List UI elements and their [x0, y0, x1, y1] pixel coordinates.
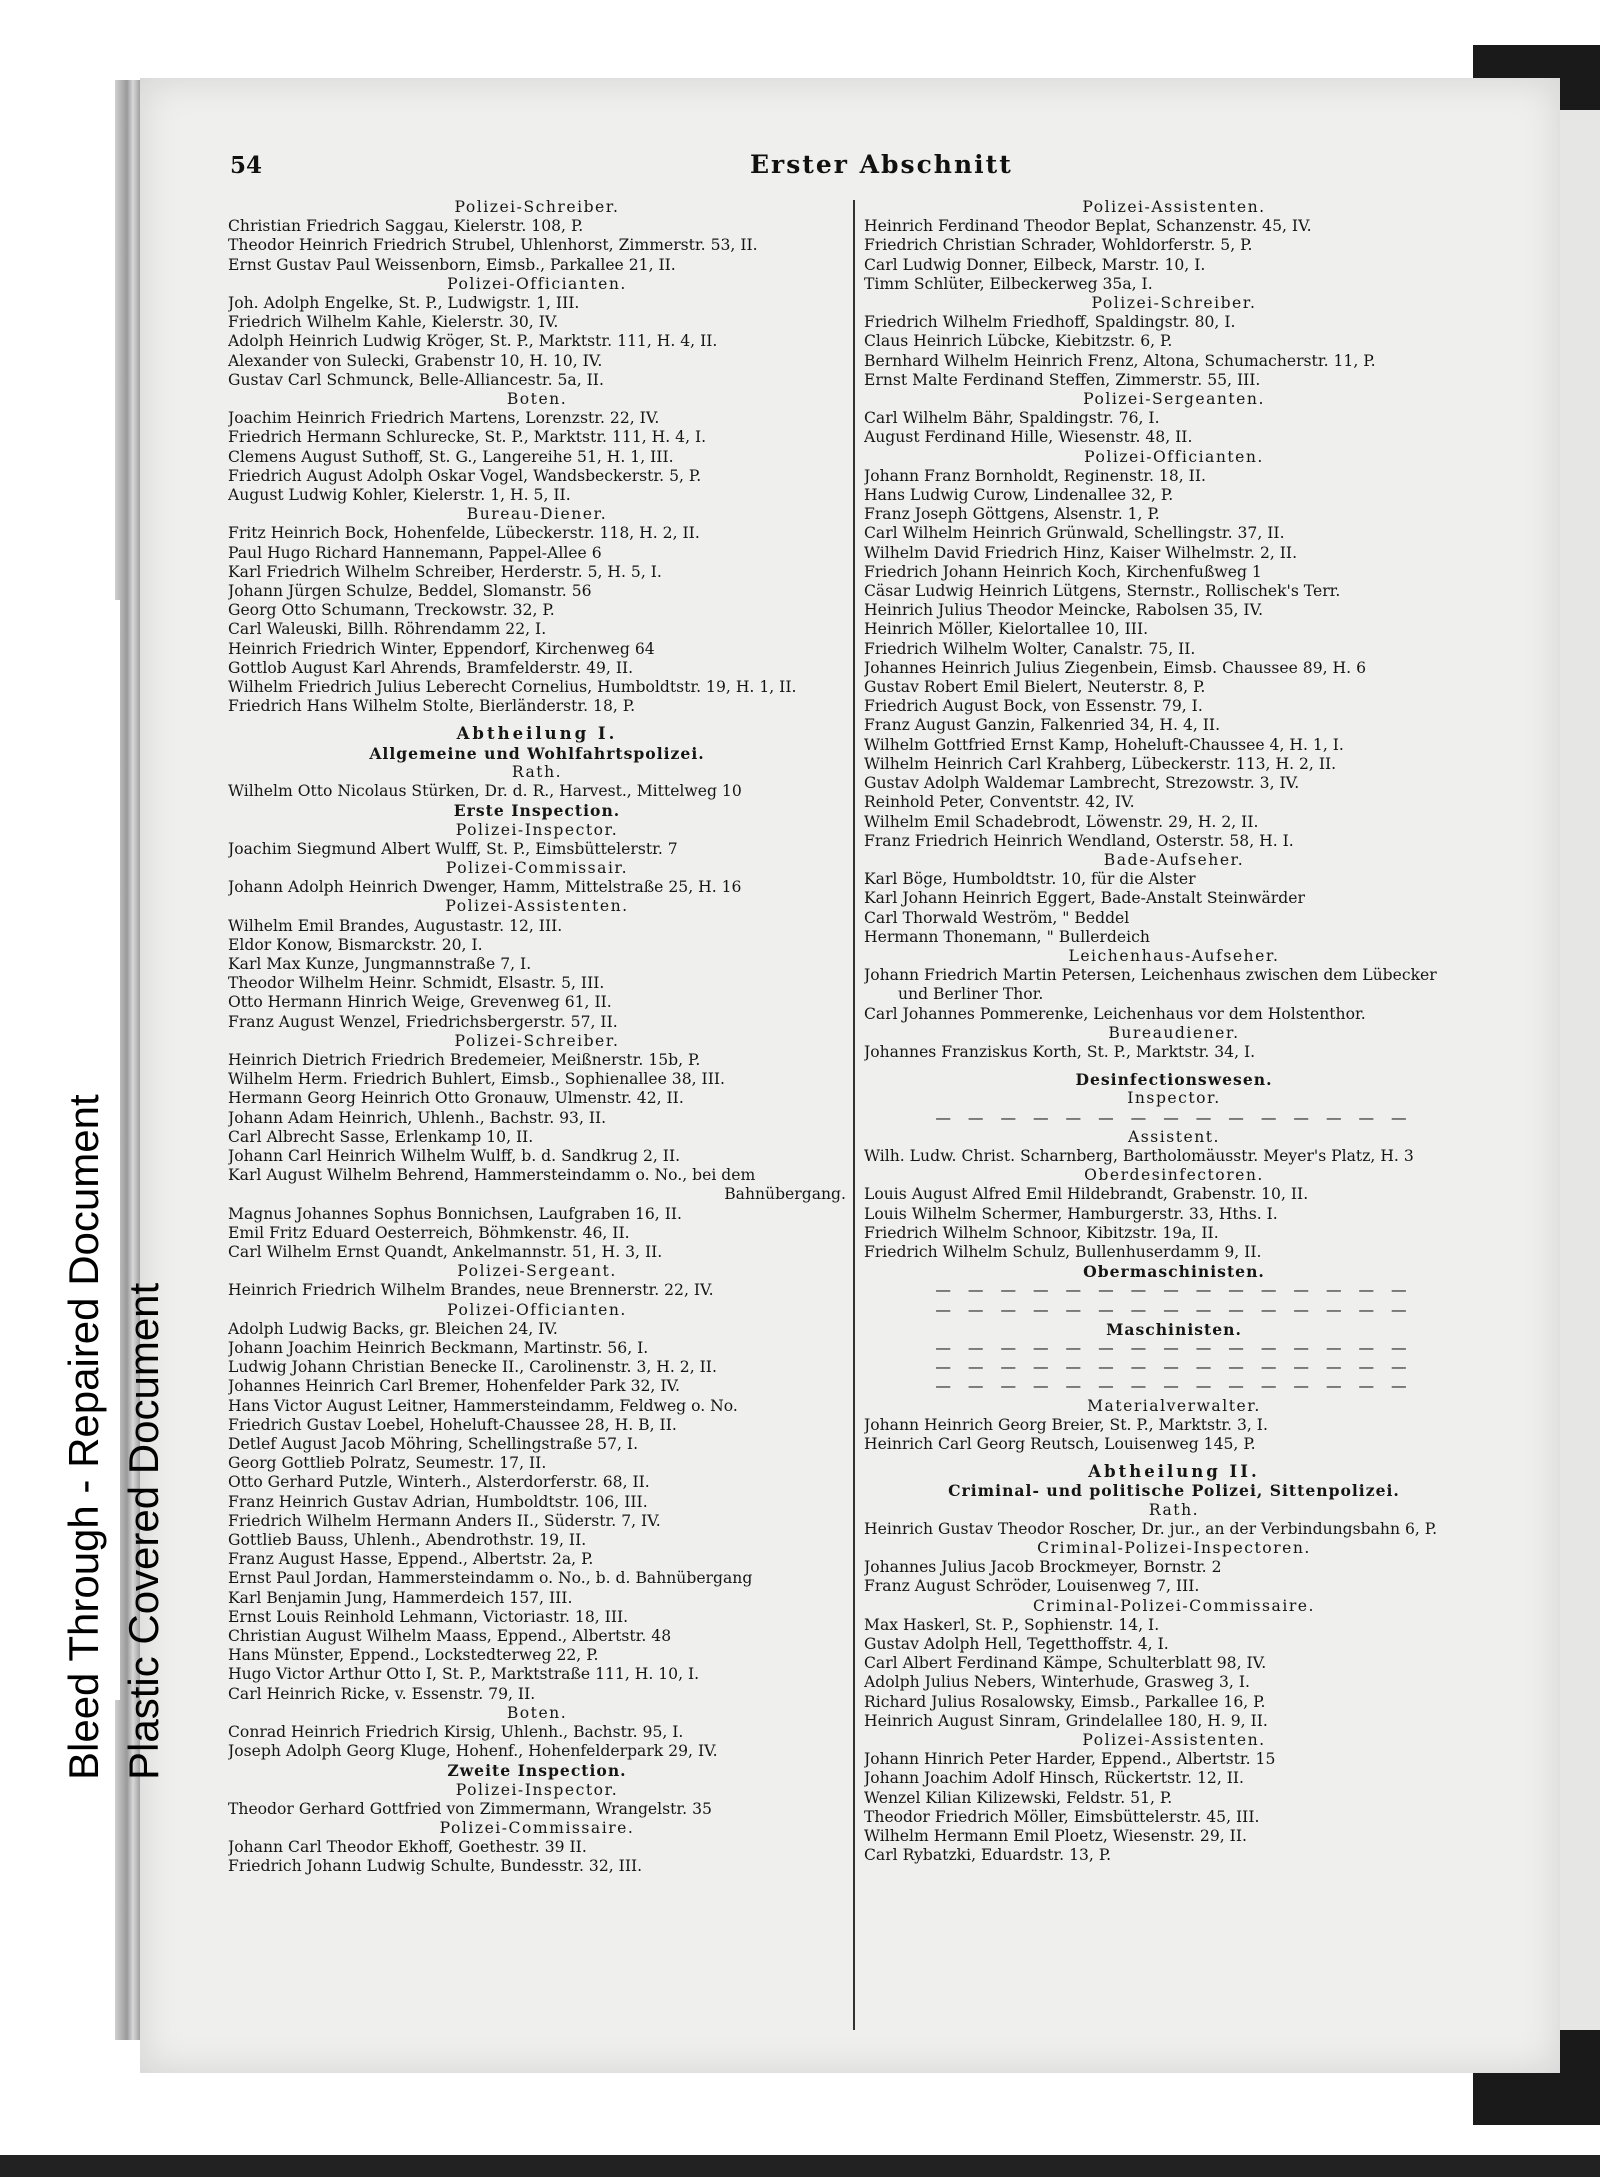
directory-entry: Friedrich Johann Ludwig Schulte, Bundesstr. 32, III. [228, 1857, 643, 1876]
left-column [228, 198, 846, 1877]
directory-entry: Friedrich Wilhelm Wolter, Canalstr. 75, II. [864, 639, 1196, 658]
directory-entry: Franz August Wenzel, Friedrichsbergerstr. 57, II. [228, 1012, 618, 1031]
directory-entry: Detlef August Jacob Möhring, Schellingstraße 57, I. [228, 1435, 639, 1453]
directory-entry: Eldor Konow, Bismarckstr. 20, I. [228, 935, 483, 954]
directory-entry: Carl Rybatzki, Eduardstr. 13, P. [864, 1846, 1112, 1865]
directory-entry: Joh. Adolph Engelke, St. P., Ludwigstr. 1, III. [228, 294, 580, 313]
directory-entry: Hermann Thonemann, " Bullerdeich [864, 927, 1150, 946]
directory-entry: Hans Ludwig Curow, Lindenallee 32, P. [864, 486, 1174, 505]
directory-entry: Ernst Gustav Paul Weissenborn, Eimsb., Parkallee 21, II. [228, 255, 676, 274]
section-heading: Polizei-Assistenten. [1082, 1731, 1266, 1750]
directory-entry: Johann Adolph Heinrich Dwenger, Hamm, Mittelstraße 25, H. 16 [228, 878, 742, 897]
section-heading: Polizei-Officianten. [447, 274, 627, 293]
scan-bottom-edge [0, 2155, 1600, 2177]
directory-entry: Richard Julius Rosalowsky, Eimsb., Parkallee 16, P. [864, 1692, 1266, 1711]
section-heading: Polizei-Sergeanten. [1083, 390, 1265, 409]
section-heading: Polizei-Schreiber. [1091, 294, 1257, 313]
directory-entry: Wilh. Ludw. Christ. Scharnberg, Bartholomäusstr. Meyer's Platz, H. 3 [864, 1146, 1414, 1165]
directory-entry: Heinrich August Sinram, Grindelallee 180, H. 9, II. [864, 1711, 1268, 1730]
directory-entry: Hugo Victor Arthur Otto I, St. P., Marktstraße 111, H. 10, I. [228, 1665, 700, 1684]
directory-entry: Wilhelm Hermann Emil Ploetz, Wiesenstr. 29, II. [864, 1827, 1247, 1846]
directory-entry: Johann Franz Bornholdt, Reginenstr. 18, II. [864, 466, 1206, 485]
directory-entry: Johann Hinrich Peter Harder, Eppend., Albertstr. 15 [864, 1750, 1276, 1769]
directory-entry: Cäsar Ludwig Heinrich Lütgens, Sternstr., Rollischek's Terr. [864, 582, 1341, 601]
section-heading-bold: Allgemeine und Wohlfahrtspolizei. [369, 743, 705, 763]
directory-entry: Friedrich Wilhelm Schnoor, Kibitzstr. 19a, II. [864, 1223, 1219, 1242]
directory-entry: Theodor Gerhard Gottfried von Zimmermann, Wrangelstr. 35 [228, 1799, 712, 1818]
directory-entry: Louis August Alfred Emil Hildebrandt, Grabenstr. 10, II. [864, 1185, 1309, 1204]
directory-entry: Friedrich Wilhelm Schulz, Bullenhuserdamm 9, II. [864, 1242, 1262, 1261]
section-heading: Polizei-Inspector. [455, 820, 619, 839]
section-heading: Polizei-Commissair. [445, 858, 629, 877]
section-heading: Bureaudiener. [1108, 1023, 1240, 1042]
section-heading-bold: Obermaschinisten. [1083, 1262, 1265, 1282]
directory-entry: Wilhelm Friedrich Julius Leberecht Cornelius, Humboldtstr. 19, H. 1, II. [228, 678, 797, 697]
section-heading: Materialverwalter. [1087, 1396, 1261, 1415]
directory-entry: Karl Friedrich Wilhelm Schreiber, Herderstr. 5, H. 5, I. [228, 562, 662, 581]
directory-entry: Heinrich Ferdinand Theodor Beplat, Schanzenstr. 45, IV. [864, 217, 1312, 236]
directory-entry: Karl Johann Heinrich Eggert, Bade-Anstalt Steinwärder [864, 889, 1305, 908]
directory-entry: Friedrich Johann Heinrich Koch, Kirchenfußweg 1 [864, 562, 1262, 581]
directory-entry: Gustav Carl Schmunck, Belle-Alliancestr. 5a, II. [228, 370, 604, 389]
directory-entry: Heinrich Julius Theodor Meincke, Rabolsen 35, IV. [864, 601, 1264, 620]
directory-entry: Karl Benjamin Jung, Hammerdeich 157, III. [228, 1588, 573, 1607]
directory-entry: Friedrich August Adolph Oskar Vogel, Wandsbeckerstr. 5, P. [228, 466, 702, 485]
directory-entry: Friedrich Hans Wilhelm Stolte, Bierländerstr. 18, P. [228, 697, 636, 716]
directory-entry: Paul Hugo Richard Hannemann, Pappel-Allee 6 [228, 543, 602, 562]
section-heading: Inspector. [1127, 1089, 1221, 1108]
section-heading: Polizei-Inspector. [455, 1780, 619, 1799]
directory-entry: Wilhelm Herm. Friedrich Buhlert, Eimsb., Sophienallee 38, III. [228, 1070, 725, 1089]
directory-entry: Franz August Ganzin, Falkenried 34, H. 4, II. [864, 716, 1221, 735]
directory-entry: Carl Waleuski, Billh. Röhrendamm 22, I. [228, 620, 547, 639]
directory-entry: Gustav Adolph Waldemar Lambrecht, Strezowstr. 3, IV. [864, 774, 1300, 793]
spacer [228, 716, 846, 724]
scan-label-panel [0, 600, 167, 1780]
section-heading: Criminal-Polizei-Commissaire. [1033, 1596, 1315, 1615]
directory-entry: Johann Carl Theodor Ekhoff, Goethestr. 39 II. [228, 1838, 587, 1857]
section-heading-bold: Zweite Inspection. [447, 1761, 627, 1781]
directory-entry: Emil Fritz Eduard Oesterreich, Böhmkenstr. 46, II. [228, 1223, 630, 1242]
directory-entry: Carl Albert Ferdinand Kämpe, Schulterblatt 98, IV. [864, 1654, 1267, 1673]
vacant-line: — — — — — — — — — — — — — — — [935, 1338, 1413, 1357]
directory-entry: Johann Friedrich Martin Petersen, Leichenhaus zwischen dem Lübecker [864, 966, 1437, 985]
directory-entry: Karl Max Kunze, Jungmannstraße 7, I. [228, 954, 532, 973]
directory-entry: Heinrich Friedrich Wilhelm Brandes, neue Brennerstr. 22, IV. [228, 1281, 714, 1300]
directory-entry: Heinrich Carl Georg Reutsch, Louisenweg 145, P. [864, 1435, 1256, 1453]
right-column [864, 198, 1484, 1865]
directory-entry: Joseph Adolph Georg Kluge, Hohenf., Hohenfelderpark 29, IV. [228, 1742, 718, 1761]
directory-entry: Ernst Paul Jordan, Hammersteindamm o. No., b. d. Bahnübergang [228, 1569, 753, 1588]
directory-entry: Wilhelm Emil Brandes, Augustastr. 12, III. [228, 916, 563, 935]
department-heading: Abtheilung I. [456, 724, 618, 744]
directory-entry: Hans Victor August Leitner, Hammersteindamm, Feldweg o. No. [228, 1396, 738, 1415]
spacer [864, 1454, 1484, 1462]
directory-entry: Carl Johannes Pommerenke, Leichenhaus vor dem Holstenthor. [864, 1004, 1366, 1023]
directory-entry: Franz Heinrich Gustav Adrian, Humboldtstr. 106, III. [228, 1492, 648, 1511]
directory-entry: Wilhelm David Friedrich Hinz, Kaiser Wilhelmstr. 2, II. [864, 543, 1298, 562]
directory-entry: Carl Albrecht Sasse, Erlenkamp 10, II. [228, 1127, 534, 1146]
page-number: 54 [230, 152, 263, 179]
section-heading: Criminal-Polizei-Inspectoren. [1037, 1539, 1311, 1558]
section-heading-bold: Maschinisten. [1106, 1319, 1242, 1339]
directory-entry: Theodor Wilhelm Heinr. Schmidt, Elsastr. 5, III. [228, 974, 605, 993]
section-heading: Polizei-Assistenten. [1082, 198, 1266, 216]
entry-continuation: Bahnübergang. [724, 1185, 846, 1204]
vacant-line: — — — — — — — — — — — — — — — [935, 1377, 1413, 1396]
directory-entry: Johann Carl Heinrich Wilhelm Wulff, b. d. Sandkrug 2, II. [228, 1146, 681, 1165]
section-heading: Polizei-Assistenten. [445, 897, 629, 916]
directory-entry: Gustav Robert Emil Bielert, Neuterstr. 8, P. [864, 678, 1206, 697]
directory-entry: Georg Otto Schumann, Treckowstr. 32, P. [228, 601, 555, 620]
directory-entry: Johann Adam Heinrich, Uhlenh., Bachstr. 93, II. [228, 1108, 607, 1127]
directory-entry: Hermann Georg Heinrich Otto Gronauw, Ulmenstr. 42, II. [228, 1089, 684, 1108]
directory-entry: Adolph Ludwig Backs, gr. Bleichen 24, IV. [228, 1319, 558, 1338]
section-heading: Boten. [506, 1703, 568, 1722]
directory-entry: Franz August Hasse, Eppend., Albertstr. 2a, P. [228, 1550, 594, 1569]
directory-entry: Wilhelm Otto Nicolaus Stürken, Dr. d. R., Harvest., Mittelweg 10 [228, 782, 742, 801]
section-heading: Rath. [511, 762, 563, 781]
vacant-line: — — — — — — — — — — — — — — — [935, 1108, 1413, 1127]
section-heading-bold: Desinfectionswesen. [1075, 1070, 1273, 1090]
directory-entry: Ludwig Johann Christian Benecke II., Carolinenstr. 3, H. 2, II. [228, 1358, 717, 1377]
directory-entry: Wilhelm Gottfried Ernst Kamp, Hoheluft-Chaussee 4, H. 1, I. [864, 735, 1344, 754]
directory-entry: Johann Heinrich Georg Breier, St. P., Marktstr. 3, I. [864, 1415, 1268, 1434]
directory-entry: Hans Münster, Eppend., Lockstedterweg 22, P. [228, 1646, 599, 1665]
section-heading-bold: Criminal- und politische Polizei, Sittenpolizei. [948, 1481, 1400, 1501]
section-heading: Polizei-Officianten. [1084, 447, 1264, 466]
directory-entry: Franz Friedrich Heinrich Wendland, Osterstr. 58, H. I. [864, 831, 1294, 850]
directory-entry: Heinrich Möller, Kielortallee 10, III. [864, 620, 1149, 639]
directory-entry: Alexander von Sulecki, Grabenstr 10, H. 10, IV. [228, 351, 603, 370]
department-heading: Abtheilung II. [1088, 1462, 1260, 1482]
section-heading: Boten. [506, 390, 568, 409]
section-heading: Polizei-Commissaire. [439, 1819, 635, 1838]
directory-entry: Fritz Heinrich Bock, Hohenfelde, Lübeckerstr. 118, H. 2, II. [228, 524, 700, 543]
directory-entry: Friedrich Wilhelm Kahle, Kielerstr. 30, IV. [228, 313, 559, 332]
entry-continuation: und Berliner Thor. [898, 985, 1044, 1004]
directory-entry: Karl Böge, Humboldtstr. 10, für die Alster [864, 870, 1196, 889]
directory-entry: Johannes Franziskus Korth, St. P., Marktstr. 34, I. [864, 1042, 1256, 1061]
directory-entry: Franz Joseph Göttgens, Alsenstr. 1, P. [864, 505, 1160, 524]
directory-entry: Wenzel Kilian Kilizewski, Feldstr. 51, P. [864, 1788, 1173, 1807]
directory-entry: Franz August Schröder, Louisenweg 7, III. [864, 1577, 1200, 1596]
directory-entry: Johann Jürgen Schulze, Beddel, Slomanstr. 56 [228, 582, 592, 601]
section-heading: Assistent. [1127, 1127, 1221, 1146]
directory-entry: Timm Schlüter, Eilbeckerweg 35a, I. [864, 274, 1153, 293]
directory-entry: Wilhelm Heinrich Carl Krahberg, Lübeckerstr. 113, H. 2, II. [864, 754, 1337, 773]
directory-entry: Joachim Siegmund Albert Wulff, St. P., Eimsbüttelerstr. 7 [228, 839, 678, 858]
section-heading: Polizei-Officianten. [447, 1300, 627, 1319]
directory-entry: Theodor Heinrich Friedrich Strubel, Uhlenhorst, Zimmerstr. 53, II. [228, 236, 758, 255]
directory-entry: Christian August Wilhelm Maass, Eppend., Albertstr. 48 [228, 1627, 672, 1646]
directory-entry: Heinrich Gustav Theodor Roscher, Dr. jur., an der Verbindungsbahn 6, P. [864, 1519, 1438, 1538]
directory-entry: Friedrich Hermann Schlurecke, St. P., Marktstr. 111, H. 4, I. [228, 428, 707, 447]
directory-entry: Joachim Heinrich Friedrich Martens, Lorenzstr. 22, IV. [228, 409, 660, 428]
directory-entry: Carl Heinrich Ricke, v. Essenstr. 79, II. [228, 1684, 536, 1703]
directory-entry: Carl Thorwald Weström, " Beddel [864, 908, 1130, 927]
directory-entry: Carl Wilhelm Heinrich Grünwald, Schellingstr. 37, II. [864, 524, 1285, 543]
directory-entry: Bernhard Wilhelm Heinrich Frenz, Altona, Schumacherstr. 11, P. [864, 351, 1376, 370]
column-divider [853, 200, 855, 2030]
directory-entry: Ernst Malte Ferdinand Steffen, Zimmerstr. 55, III. [864, 370, 1261, 389]
directory-entry: Heinrich Friedrich Winter, Eppendorf, Kirchenweg 64 [228, 639, 655, 658]
section-heading: Polizei-Schreiber. [454, 1031, 620, 1050]
directory-entry: Adolph Heinrich Ludwig Kröger, St. P., Marktstr. 111, H. 4, II. [228, 332, 718, 351]
vacant-line: — — — — — — — — — — — — — — — [935, 1358, 1413, 1377]
directory-entry: Max Haskerl, St. P., Sophienstr. 14, I. [864, 1615, 1160, 1634]
vacant-line: — — — — — — — — — — — — — — — [935, 1281, 1413, 1300]
directory-entry: Claus Heinrich Lübcke, Kiebitzstr. 6, P. [864, 332, 1173, 351]
spacer [864, 1062, 1484, 1070]
directory-entry: Carl Wilhelm Ernst Quandt, Ankelmannstr. 51, H. 3, II. [228, 1242, 663, 1261]
directory-entry: Johannes Heinrich Carl Bremer, Hohenfelder Park 32, IV. [228, 1377, 680, 1396]
directory-entry: Friedrich Wilhelm Friedhoff, Spaldingstr. 80, I. [864, 313, 1236, 332]
section-heading: Oberdesinfectoren. [1084, 1166, 1264, 1185]
directory-entry: Friedrich Wilhelm Hermann Anders II., Süderstr. 7, IV. [228, 1511, 661, 1530]
section-heading-bold: Erste Inspection. [453, 801, 621, 821]
directory-entry: Otto Hermann Hinrich Weige, Grevenweg 61, II. [228, 993, 612, 1012]
directory-entry: Carl Wilhelm Bähr, Spaldingstr. 76, I. [864, 409, 1160, 428]
directory-entry: Gustav Adolph Hell, Tegetthoffstr. 4, I. [864, 1635, 1169, 1654]
scan-label-bleed-through: Bleed Through - Repaired Document [60, 1094, 107, 1780]
directory-entry: Reinhold Peter, Conventstr. 42, IV. [864, 793, 1135, 812]
directory-entry: Georg Gottlieb Polratz, Seumestr. 17, II. [228, 1454, 547, 1473]
directory-entry: Heinrich Dietrich Friedrich Bredemeier, Meißnerstr. 15b, P. [228, 1050, 701, 1069]
directory-entry: Christian Friedrich Saggau, Kielerstr. 108, P. [228, 217, 584, 236]
directory-entry: Louis Wilhelm Schermer, Hamburgerstr. 33, Hths. I. [864, 1204, 1278, 1223]
directory-entry: Friedrich Gustav Loebel, Hoheluft-Chaussee 28, H. B, II. [228, 1415, 677, 1434]
section-heading: Leichenhaus-Aufseher. [1068, 946, 1280, 965]
directory-entry: Gottlieb Bauss, Uhlenh., Abendrothstr. 19, II. [228, 1531, 587, 1550]
directory-entry: August Ludwig Kohler, Kielerstr. 1, H. 5, II. [228, 486, 571, 505]
directory-entry: Magnus Johannes Sophus Bonnichsen, Laufgraben 16, II. [228, 1204, 682, 1223]
directory-entry: Carl Ludwig Donner, Eilbeck, Marstr. 10, I. [864, 255, 1206, 274]
directory-entry: Clemens August Suthoff, St. G., Langereihe 51, H. 1, III. [228, 447, 674, 466]
section-heading: Polizei-Sergeant. [457, 1262, 617, 1281]
directory-entry: Friedrich August Bock, von Essenstr. 79, I. [864, 697, 1203, 716]
directory-entry: Johann Joachim Adolf Hinsch, Rückertstr. 12, II. [864, 1769, 1245, 1788]
scan-label-plastic-covered: Plastic Covered Document [120, 1282, 167, 1780]
directory-entry: Johannes Julius Jacob Brockmeyer, Bornstr. 2 [864, 1558, 1222, 1577]
section-heading: Rath. [1148, 1500, 1200, 1519]
vacant-line: — — — — — — — — — — — — — — — [935, 1300, 1413, 1319]
section-heading: Bade-Aufseher. [1103, 850, 1245, 869]
section-heading: Polizei-Schreiber. [454, 198, 620, 216]
directory-entry: Friedrich Christian Schrader, Wohldorferstr. 5, P. [864, 236, 1253, 255]
directory-entry: Wilhelm Emil Schadebrodt, Löwenstr. 29, H. 2, II. [864, 812, 1259, 831]
directory-entry: Ernst Louis Reinhold Lehmann, Victoriastr. 18, III. [228, 1607, 629, 1626]
directory-entry: Karl August Wilhelm Behrend, Hammersteindamm o. No., bei dem [228, 1166, 756, 1185]
directory-entry: Gottlob August Karl Ahrends, Bramfelderstr. 49, II. [228, 658, 634, 677]
directory-entry: Otto Gerhard Putzle, Winterh., Alsterdorferstr. 68, II. [228, 1473, 650, 1492]
directory-entry: August Ferdinand Hille, Wiesenstr. 48, II. [864, 428, 1193, 447]
running-head: Erster Abschnitt [750, 150, 1013, 179]
section-heading: Bureau-Diener. [466, 505, 608, 524]
directory-entry: Johannes Heinrich Julius Ziegenbein, Eimsb. Chaussee 89, H. 6 [864, 658, 1366, 677]
directory-entry: Adolph Julius Nebers, Winterhude, Grasweg 3, I. [864, 1673, 1250, 1692]
directory-entry: Johann Joachim Heinrich Beckmann, Martinstr. 56, I. [228, 1338, 649, 1357]
directory-entry: Conrad Heinrich Friedrich Kirsig, Uhlenh., Bachstr. 95, I. [228, 1723, 684, 1742]
directory-entry: Theodor Friedrich Möller, Eimsbüttelerstr. 45, III. [864, 1807, 1260, 1826]
